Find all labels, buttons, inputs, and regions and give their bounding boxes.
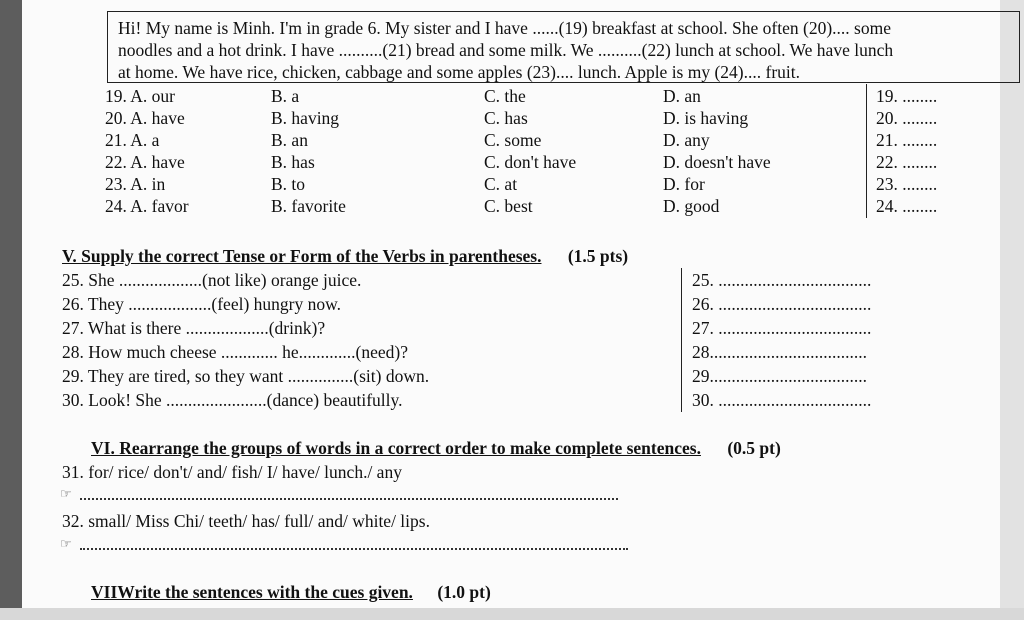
choice-a: 20. A. have: [105, 108, 185, 128]
answer-30[interactable]: 30. ...................................: [692, 390, 872, 410]
choice-d: D. an: [663, 86, 701, 106]
choice-c: C. best: [484, 196, 533, 216]
choice-b: B. has: [271, 152, 315, 172]
choice-c: C. some: [484, 130, 542, 150]
section-5-heading: [62, 246, 628, 266]
pointing-hand-icon: ☞: [60, 486, 72, 501]
choice-b: B. favorite: [271, 196, 346, 216]
passage-line-3: at home. We have rice, chicken, cabbage and some apples (23).... lunch. Apple is my (24).... fruit.: [118, 62, 801, 82]
choice-c: C. at: [484, 174, 518, 194]
choice-c: C. the: [484, 86, 526, 106]
choice-d: D. is having: [663, 108, 749, 128]
section-5-points: (1.5 pts): [567, 246, 629, 266]
answer-blank[interactable]: 19. ........: [876, 86, 938, 106]
choice-a: 23. A. in: [105, 174, 166, 194]
choice-b: B. having: [271, 108, 340, 128]
choice-a: 22. A. have: [105, 152, 185, 172]
choice-a: 21. A. a: [105, 130, 160, 150]
choice-d: D. good: [663, 196, 720, 216]
pointing-hand-icon: ☞: [60, 536, 72, 551]
choice-c: C. don't have: [484, 152, 577, 172]
choice-a: 24. A. favor: [105, 196, 189, 216]
bottom-edge-strip: [0, 608, 1024, 620]
answer-blank[interactable]: 21. ........: [876, 130, 938, 150]
section-6-points: (0.5 pt): [727, 438, 781, 458]
question-30: 30. Look! She .......................(dance) beautifully.: [62, 390, 403, 410]
choice-d: D. doesn't have: [663, 152, 771, 172]
choice-b: B. a: [271, 86, 300, 106]
choice-b: B. an: [271, 130, 308, 150]
choice-d: D. for: [663, 174, 705, 194]
question-25: 25. She ...................(not like) orange juice.: [62, 270, 362, 290]
answer-line-31[interactable]: [80, 498, 618, 500]
question-27: 27. What is there ...................(drink)?: [62, 318, 326, 338]
choice-d: D. any: [663, 130, 710, 150]
section-7-heading: [91, 582, 491, 602]
answer-blank[interactable]: 20. ........: [876, 108, 938, 128]
answer-26[interactable]: 26. ...................................: [692, 294, 872, 314]
section-6-heading: [91, 438, 781, 458]
choice-c: C. has: [484, 108, 528, 128]
section-6-title: VI. Rearrange the groups of words in a correct order to make complete sentences.: [91, 438, 701, 458]
choices-divider: [866, 84, 867, 218]
question-32: 32. small/ Miss Chi/ teeth/ has/ full/ and/ white/ lips.: [62, 511, 430, 531]
section-5-divider: [681, 268, 682, 412]
choice-b: B. to: [271, 174, 306, 194]
answer-27[interactable]: 27. ...................................: [692, 318, 872, 338]
question-29: 29. They are tired, so they want ...............(sit) down.: [62, 366, 430, 386]
section-5-title: V. Supply the correct Tense or Form of the Verbs in parentheses.: [62, 246, 542, 266]
question-28: 28. How much cheese ............. he.............(need)?: [62, 342, 409, 362]
choice-a: 19. A. our: [105, 86, 175, 106]
answer-line-32[interactable]: [80, 548, 628, 550]
question-31: 31. for/ rice/ don't/ and/ fish/ I/ have/ lunch./ any: [62, 462, 402, 482]
answer-blank[interactable]: 22. ........: [876, 152, 938, 172]
section-7-title: VIIWrite the sentences with the cues given.: [91, 582, 413, 602]
section-7-points: (1.0 pt): [437, 582, 491, 602]
answer-25[interactable]: 25. ...................................: [692, 270, 872, 290]
answer-28[interactable]: 28....................................: [692, 342, 867, 362]
answer-blank[interactable]: 23. ........: [876, 174, 938, 194]
answer-29[interactable]: 29....................................: [692, 366, 867, 386]
answer-blank[interactable]: 24. ........: [876, 196, 938, 216]
passage-line-2: noodles and a hot drink. I have ..........(21) bread and some milk. We ..........(22) lunch at school. We have lunch: [118, 40, 894, 60]
passage-line-1: Hi! My name is Minh. I'm in grade 6. My sister and I have ......(19) breakfast at school. She often (20).... some: [118, 18, 891, 38]
right-edge-strip: [1000, 0, 1024, 610]
question-26: 26. They ...................(feel) hungry now.: [62, 294, 341, 314]
